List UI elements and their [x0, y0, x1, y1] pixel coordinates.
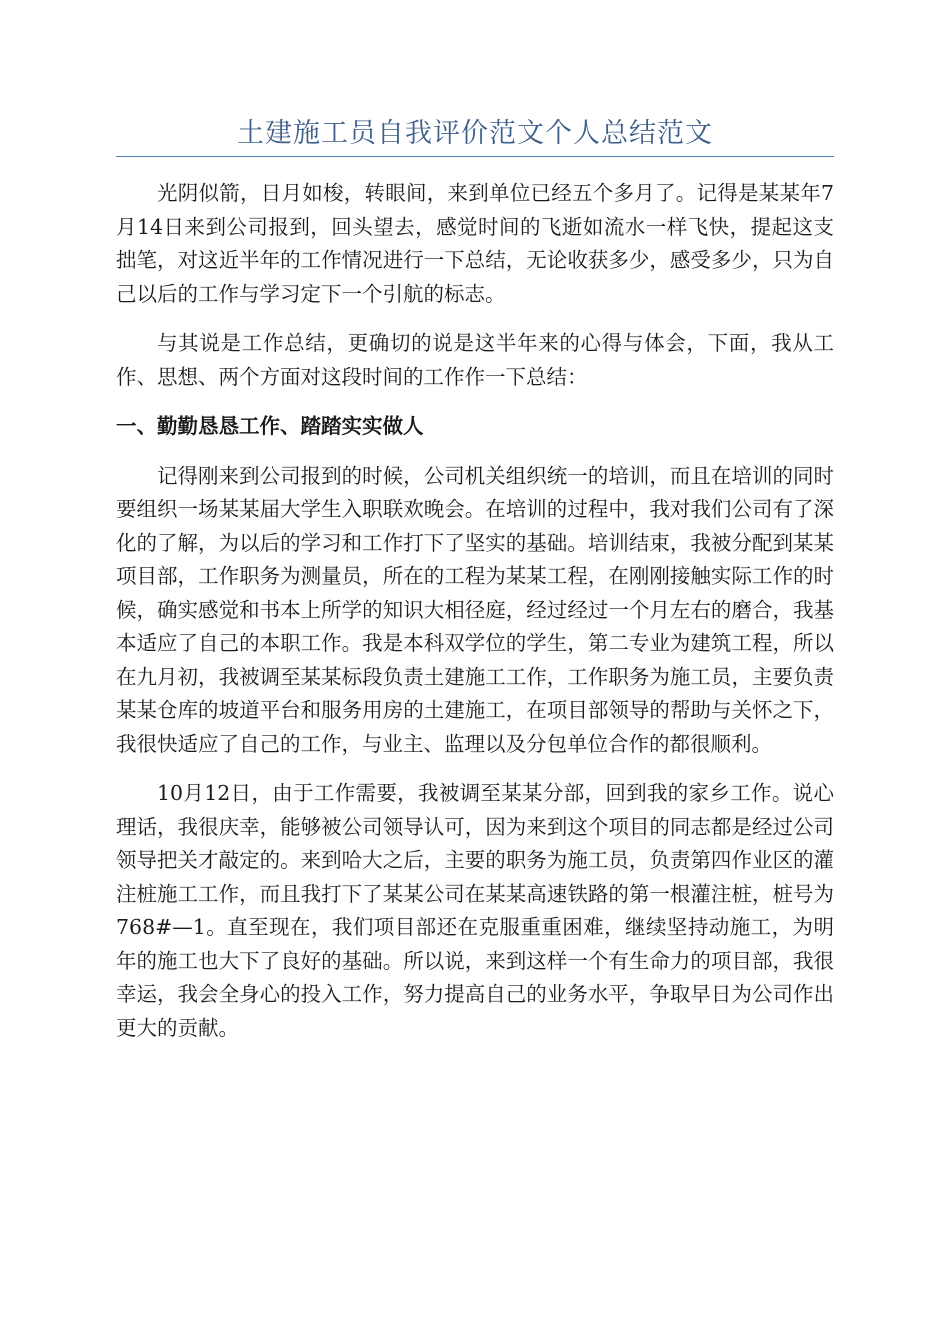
- title-underline: [116, 156, 834, 157]
- paragraph-training: 记得刚来到公司报到的时候，公司机关组织统一的培训，而且在培训的同时要组织一场某某届大学生入职联欢晚会。在培训的过程中，我对我们公司有了深化的了解，为以后的学习和工作打下了坚实的基础。培训结束，我被分配到某某项目部，工作职务为测量员，所在的工程为某某工程，在刚刚接触实际工作的时候，确实感觉和书本上所学的知识大相径庭，经过经过一个月左右的磨合，我基本适应了自己的本职工作。我是本科双学位的学生，第二专业为建筑工程，所以在九月初，我被调至某某标段负责土建施工工作，工作职务为施工员，主要负责某某仓库的坡道平台和服务用房的土建施工，在项目部领导的帮助与关怀之下，我很快适应了自己的工作，与业主、监理以及分包单位合作的都很顺利。: [116, 463, 834, 756]
- paragraph-intro: 光阴似箭，日月如梭，转眼间，来到单位已经五个多月了。记得是某某年7月14日来到公司报到，回头望去，感觉时间的飞逝如流水一样飞快，提起这支拙笔，对这近半年的工作情况进行一下总结，无论收获多少，感受多少，只为自己以后的工作与学习定下一个引航的标志。: [116, 181, 834, 306]
- document-title: 土建施工员自我评价范文个人总结范文: [237, 118, 713, 149]
- document-page: [116, 112, 834, 1061]
- section-heading-1: 一、勤勤恳恳工作、踏踏实实做人: [116, 414, 424, 438]
- paragraph-overview: 与其说是工作总结，更确切的说是这半年来的心得与体会，下面，我从工作、思想、两个方面对这段时间的工作作一下总结：: [116, 331, 834, 389]
- paragraph-transfer: 10月12日，由于工作需要，我被调至某某分部，回到我的家乡工作。说心理话，我很庆幸，能够被公司领导认可，因为来到这个项目的同志都是经过公司领导把关才敲定的。来到哈大之后，主要的职务为施工员，负责第四作业区的灌注桩施工工作，而且我打下了某某公司在某某高速铁路的第一根灌注桩，桩号为768#—1。直至现在，我们项目部还在克服重重困难，继续坚持动施工，为明年的施工也大下了良好的基础。所以说，来到这样一个有生命力的项目部，我很幸运，我会全身心的投入工作，努力提高自己的业务水平，争取早日为公司作出更大的贡献。: [116, 781, 834, 1040]
